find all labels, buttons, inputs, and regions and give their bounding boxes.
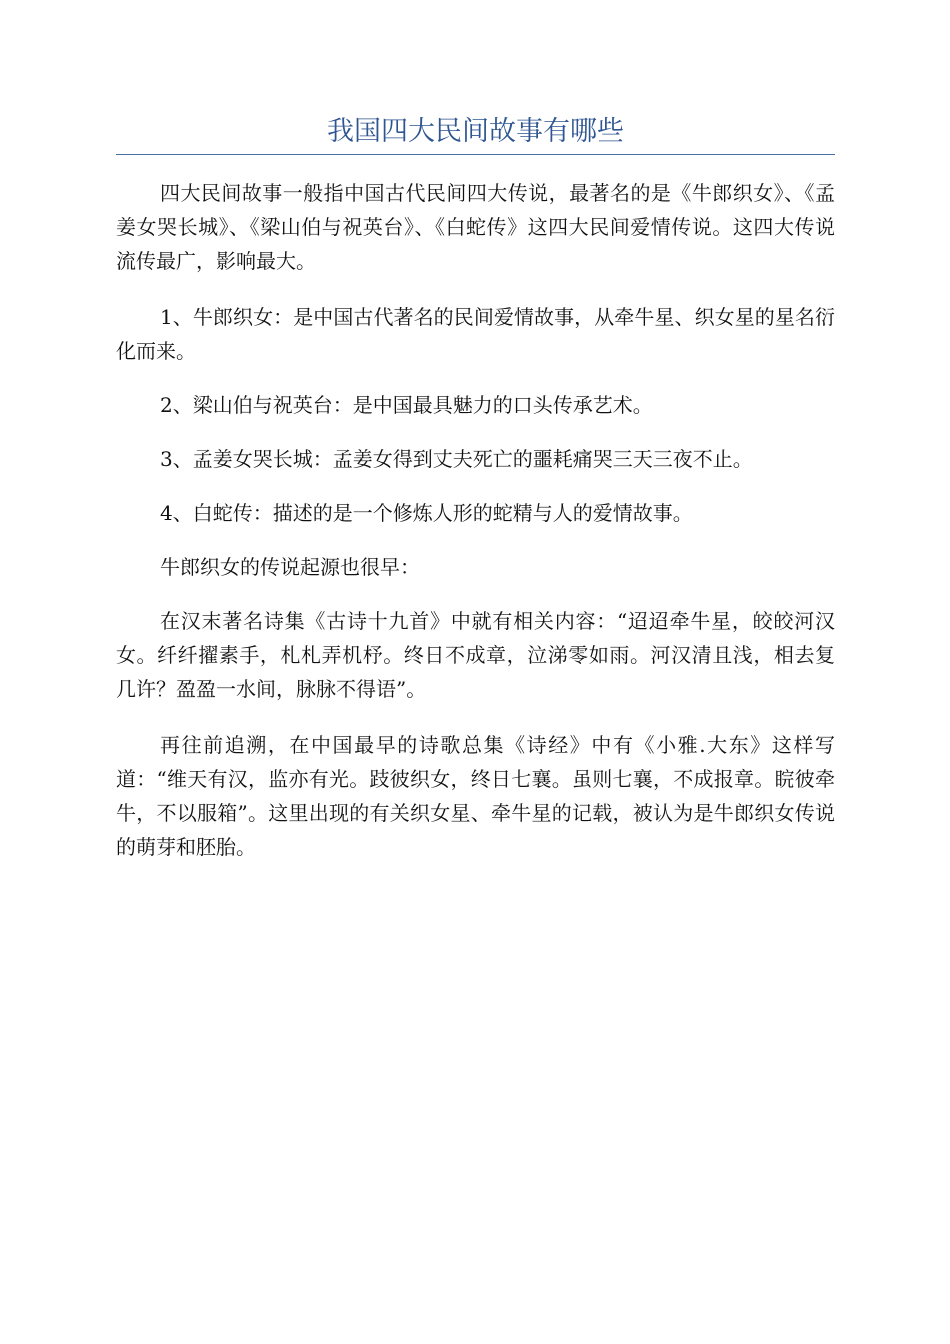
paragraph-origin-lead: 牛郎织女的传说起源也很早： [160,555,420,579]
document-body [116,176,835,886]
paragraph-poem-shijing: 再往前追溯，在中国最早的诗歌总集《诗经》中有《小雅.大东》这样写道：“维天有汉，监亦有光。跂彼织女，终日七襄。虽则七襄，不成报章。睆彼牵牛，不以服箱”。这里出现的有关织女星、牵牛星的记载，被认为是牛郎织女传说的萌芽和胚胎。 [116,733,835,859]
title-underline [116,154,835,155]
paragraph-poem-gushi: 在汉末著名诗集《古诗十九首》中就有相关内容：“迢迢牵牛星，皎皎河汉女。纤纤擢素手，札札弄机杼。终日不成章，泣涕零如雨。河汉清且浅，相去复几许？盈盈一水间，脉脉不得语”。 [116,609,835,701]
paragraph-intro: 四大民间故事一般指中国古代民间四大传说，最著名的是《牛郎织女》、《孟姜女哭长城》、《梁山伯与祝英台》、《白蛇传》这四大民间爱情传说。这四大传说流传最广，影响最大。 [116,181,835,273]
paragraph-item-2: 2、梁山伯与祝英台：是中国最具魅力的口头传承艺术。 [160,393,653,417]
document-title: 我国四大民间故事有哪些 [327,116,624,147]
paragraph-item-1: 1、牛郎织女：是中国古代著名的民间爱情故事，从牵牛星、织女星的星名衍化而来。 [116,305,835,363]
paragraph-item-4: 4、白蛇传：描述的是一个修炼人形的蛇精与人的爱情故事。 [160,501,693,525]
paragraph-item-3: 3、孟姜女哭长城：孟姜女得到丈夫死亡的噩耗痛哭三天三夜不止。 [160,447,753,471]
